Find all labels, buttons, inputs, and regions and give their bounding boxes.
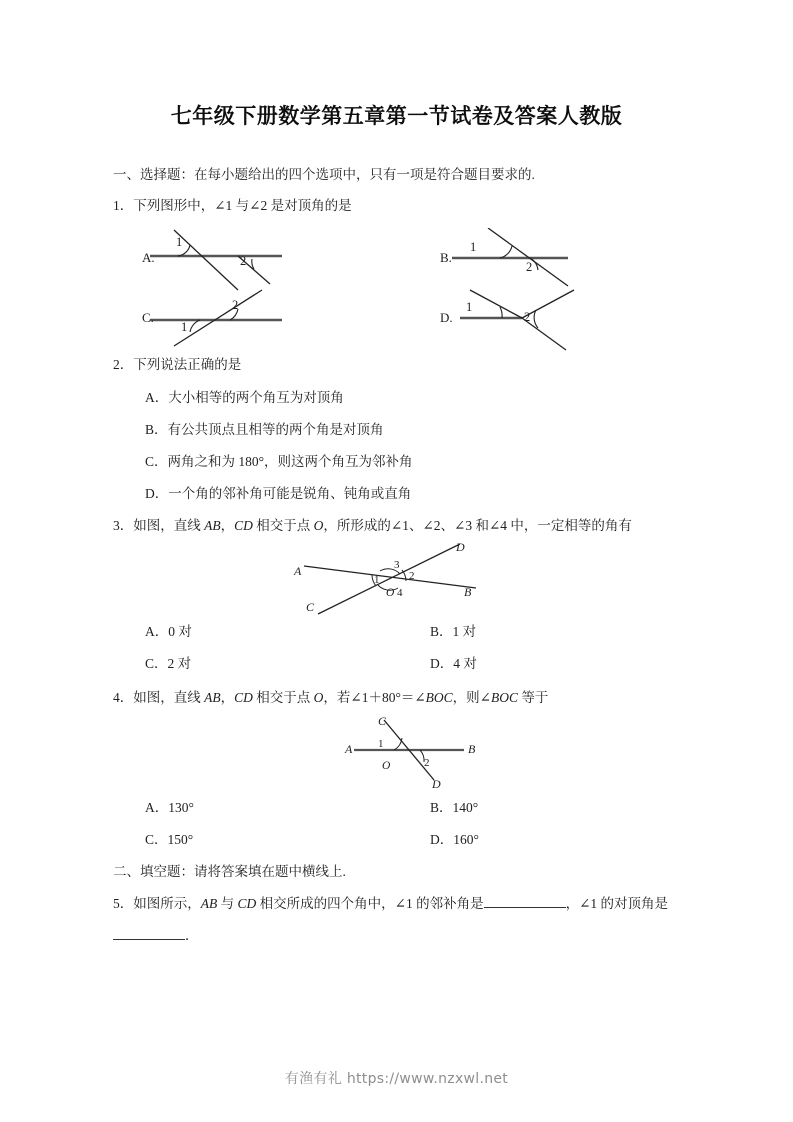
- question-4-label-c: C: [378, 714, 387, 728]
- q4-stem-part4: ，若∠1＋80°＝∠: [323, 690, 426, 705]
- question-3-stem: [113, 516, 632, 536]
- question-3-option-b[interactable]: B．1 对: [430, 624, 477, 639]
- question-4-option-a[interactable]: A．130°: [145, 800, 194, 815]
- q4-point-o: O: [313, 690, 324, 705]
- q5-blank-1[interactable]: [484, 894, 566, 908]
- question-4-label-d: D: [432, 777, 441, 791]
- question-1-label-d: D.: [440, 310, 453, 325]
- question-4-option-b[interactable]: B．140°: [430, 800, 479, 815]
- q4-stem-part2: ，: [220, 690, 235, 705]
- question-3-label-c: C: [306, 600, 315, 614]
- q3-line-ab: AB: [204, 518, 221, 533]
- question-3-option-d[interactable]: D．4 对: [430, 656, 477, 671]
- question-1-d-angle-2: 2: [524, 310, 531, 324]
- question-3-option-a[interactable]: A．0 对: [145, 624, 192, 639]
- question-3-angle-4: 4: [397, 587, 403, 599]
- q5-blank-2[interactable]: [113, 926, 185, 940]
- section-header-fill: 二、填空题：请将答案填在题中横线上.: [113, 864, 346, 879]
- question-5-stem-line2: [113, 926, 199, 946]
- question-3-label-d: D: [456, 540, 465, 554]
- question-5-stem: [113, 894, 668, 914]
- q5-stem-part4: ，∠1 的对顶角是: [565, 896, 669, 911]
- question-1-c-angle-2: 2: [232, 298, 239, 312]
- q5-stem-part1: 5．如图所示，: [113, 896, 201, 911]
- question-3-label-a: A: [294, 564, 302, 578]
- q3-point-o: O: [313, 518, 324, 533]
- question-2-option-d[interactable]: D．一个角的邻补角可能是锐角、钝角或直角: [145, 486, 412, 501]
- question-1-figure-b: [440, 228, 600, 292]
- question-1-a-angle-2: 2: [240, 254, 247, 268]
- q4-angle-boc-1: BOC: [425, 690, 453, 705]
- question-1-figure-a: [142, 228, 302, 292]
- question-4-label-o: O: [382, 760, 391, 772]
- footer-watermark: 有渔有礼 https://www.nzxwl.net: [284, 1071, 509, 1087]
- question-1-figure-d: [440, 288, 600, 354]
- q5-stem-part5: ．: [185, 928, 199, 943]
- page-title: 七年级下册数学第五章第一节试卷及答案人教版: [170, 104, 623, 128]
- question-1-label-a: A.: [142, 250, 155, 265]
- question-2-option-c[interactable]: C．两角之和为 180°，则这两个角互为邻补角: [145, 454, 413, 469]
- question-2-stem: 2．下列说法正确的是: [113, 357, 242, 372]
- question-4-option-d[interactable]: D．160°: [430, 832, 479, 847]
- question-3-angle-1: 1: [374, 574, 380, 586]
- question-4-stem: [113, 688, 548, 708]
- question-3-option-c[interactable]: C．2 对: [145, 656, 192, 671]
- question-4-diagram: [340, 714, 480, 784]
- question-3-label-b: B: [464, 585, 472, 599]
- q4-stem-part1: 4．如图，直线: [113, 690, 205, 705]
- question-2-option-a[interactable]: A．大小相等的两个角互为对顶角: [145, 390, 344, 405]
- question-3-angle-2: 2: [409, 570, 415, 582]
- question-4-label-b: B: [468, 742, 476, 756]
- q5-line-cd: CD: [237, 896, 257, 911]
- question-4-label-a: A: [345, 742, 353, 756]
- q3-line-cd: CD: [234, 518, 253, 533]
- question-1-a-angle-1: 1: [176, 235, 183, 249]
- q3-stem-part1: 3．如图，直线: [113, 518, 205, 533]
- question-1-stem: 1．下列图形中，∠1 与∠2 是对顶角的是: [113, 198, 352, 213]
- q5-stem-part2: 与: [217, 896, 238, 911]
- question-1-b-angle-2: 2: [526, 260, 533, 274]
- question-4-angle-2: 2: [424, 757, 430, 769]
- q5-stem-part3: 相交所成的四个角中，∠1 的邻补角是: [256, 896, 484, 911]
- section-header-choice: 一、选择题：在每小题给出的四个选项中，只有一项是符合题目要求的.: [113, 167, 535, 182]
- q5-line-ab: AB: [200, 896, 218, 911]
- q4-line-ab: AB: [204, 690, 221, 705]
- q4-line-cd: CD: [234, 690, 253, 705]
- question-3-angle-3: 3: [394, 559, 400, 571]
- q4-stem-part6: 等于: [517, 690, 549, 705]
- question-1-c-angle-1: 1: [181, 320, 188, 334]
- q3-stem-part3: 相交于点: [252, 518, 314, 533]
- question-1-label-b: B.: [440, 250, 452, 265]
- question-1-figure-c: [142, 288, 302, 348]
- q3-stem-part4: ，所形成的∠1、∠2、∠3 和∠4 中，一定相等的角有: [323, 518, 632, 533]
- question-4-option-c[interactable]: C．150°: [145, 832, 194, 847]
- question-1-label-c: C.: [142, 310, 154, 325]
- q4-stem-part3: 相交于点: [252, 690, 314, 705]
- question-3-label-o: O: [386, 587, 395, 599]
- q3-stem-part2: ，: [220, 518, 235, 533]
- question-4-angle-1: 1: [378, 738, 384, 750]
- question-2-option-b[interactable]: B．有公共顶点且相等的两个角是对顶角: [145, 422, 384, 437]
- question-1-d-angle-1: 1: [466, 300, 473, 314]
- q4-angle-boc-2: BOC: [490, 690, 518, 705]
- question-1-b-angle-1: 1: [470, 240, 477, 254]
- q4-stem-part5: ，则∠: [452, 690, 491, 705]
